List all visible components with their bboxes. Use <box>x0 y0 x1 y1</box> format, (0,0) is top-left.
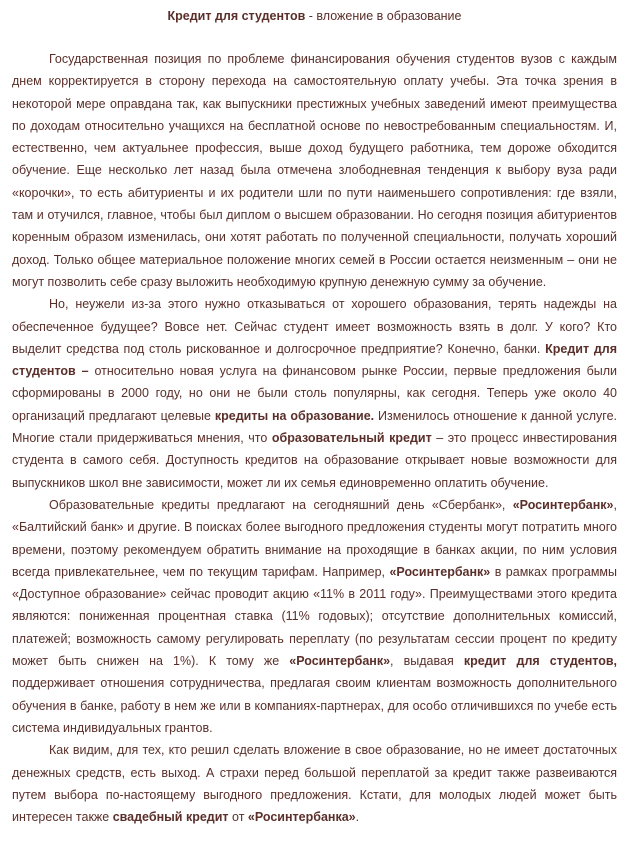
text-segment: в рамках программы «Доступное образование» сейчас проводит акцию «11% в 2011 году». Преимуществами этого кредита являются: пониженная процентная ставка (11% годовых); отсутствие дополнительных комиссий, платежей; возможность самому регулировать переплату (по результатам сессии процент по кредиту может быть снижен на 1%). К тому же <box>12 564 618 669</box>
text-segment: от <box>228 810 248 825</box>
text-segment: Как видим, для тех, кто решил сделать вложение в свое образование, но не имеет достаточных денежных средств, есть выход. А страхи перед большой переплатой за кредит также развеиваются путем выбора по-настоящему выгодного предложения. Кстати, для молодых людей может быть интересен также <box>12 743 617 825</box>
paragraph-1 <box>12 48 617 293</box>
bold-term: «Росинтербанка» <box>247 810 356 825</box>
paragraph-2 <box>12 293 617 494</box>
title-bold: Кредит для студентов <box>167 9 306 23</box>
text-segment: Государственная позиция по проблеме финансирования обучения студентов вузов с каждым днем корректируется в сторону перехода на самостоятельную оплату учебы. Эта точка зрения в некоторой мере оправдана так, как выпускники престижных учебных заведений имеют преимущества по доходам относительно учащихся на бесплатной основе по невостребованным специальностям. И, естественно, чем актуальнее профессия, выше доход будущего работника, тем дороже обходится обучение. Еще несколько лет назад была отмечена злободневная тенденция к выбору вуза ради «корочки», то есть абитуриенты и их родители шли по пути наименьшего сопротивления: где взяли, там и отучился, главное, чтобы был диплом о высшем образовании. Но сегодня позиция абитуриентов коренным образом изменилась, они хотят работать по полученной специальности, получать хороший доход. Только общее материальное положение многих семей в России остается неизменным – они не могут позволить себе сразу выложить необходимую крупную денежную сумму за обучение. <box>12 52 617 289</box>
text-segment: Изменилось отношение к данной услуге. Многие стали придерживаться мнения, что <box>12 408 617 446</box>
text-segment: поддерживает отношения сотрудничества, предлагая своим клиентам возможность дополнительного обучения в банке, работу в нем же или в компаниях-партнерах, для особо отличившихся по учебе есть система индивидуальных грантов. <box>12 676 617 735</box>
bold-term: Кредит для студентов – <box>12 341 617 379</box>
bold-term: «Росинтербанк» <box>512 497 614 512</box>
bold-term: кредиты на образование. <box>214 408 375 423</box>
text-segment: , выдавая <box>390 654 464 669</box>
bold-term: образовательный кредит <box>271 431 432 446</box>
paragraph-4 <box>12 739 617 828</box>
text-segment: Образовательные кредиты предлагают на сегодняшний день «Сбербанк», <box>49 497 513 512</box>
text-segment: , «Балтийский банк» и другие. В поисках более выгодного предложения студенты могут потратить много времени, поэтому рекомендуем обратить внимание на проходящие в банках акции, по ним условия всегда привлекательнее, чем по текущим тарифам. Например, <box>12 497 617 579</box>
bold-term: свадебный кредит <box>112 810 229 825</box>
bold-term: «Росинтербанк» <box>389 564 491 579</box>
bold-term: «Росинтербанк» <box>289 654 391 669</box>
title-rest: - вложение в образование <box>305 9 462 23</box>
text-segment: относительно новая услуга на финансовом рынке России, первые предложения были сформированы в 2000 году, но они не были столь популярны, как сегодня. Теперь уже около 40 организаций предлагают целевые <box>12 364 617 423</box>
document-title <box>12 5 617 27</box>
bold-term: кредит для студентов, <box>463 654 617 669</box>
text-segment: . <box>355 810 360 825</box>
paragraph-3 <box>12 494 617 739</box>
text-segment: – это процесс инвестирования студента в самого себя. Доступность кредитов на образование открывает новые возможности для выпускников школ вне зависимости, может ли их семья единовременно оплатить обучение. <box>12 431 617 490</box>
text-segment: Но, неужели из-за этого нужно отказываться от хорошего образования, терять надежды на обеспеченное будущее? Вовсе нет. Сейчас студент имеет возможность взять в долг. У кого? Кто выделит средства под столь рискованное и долгосрочное предприятие? Конечно, банки. <box>12 297 617 356</box>
